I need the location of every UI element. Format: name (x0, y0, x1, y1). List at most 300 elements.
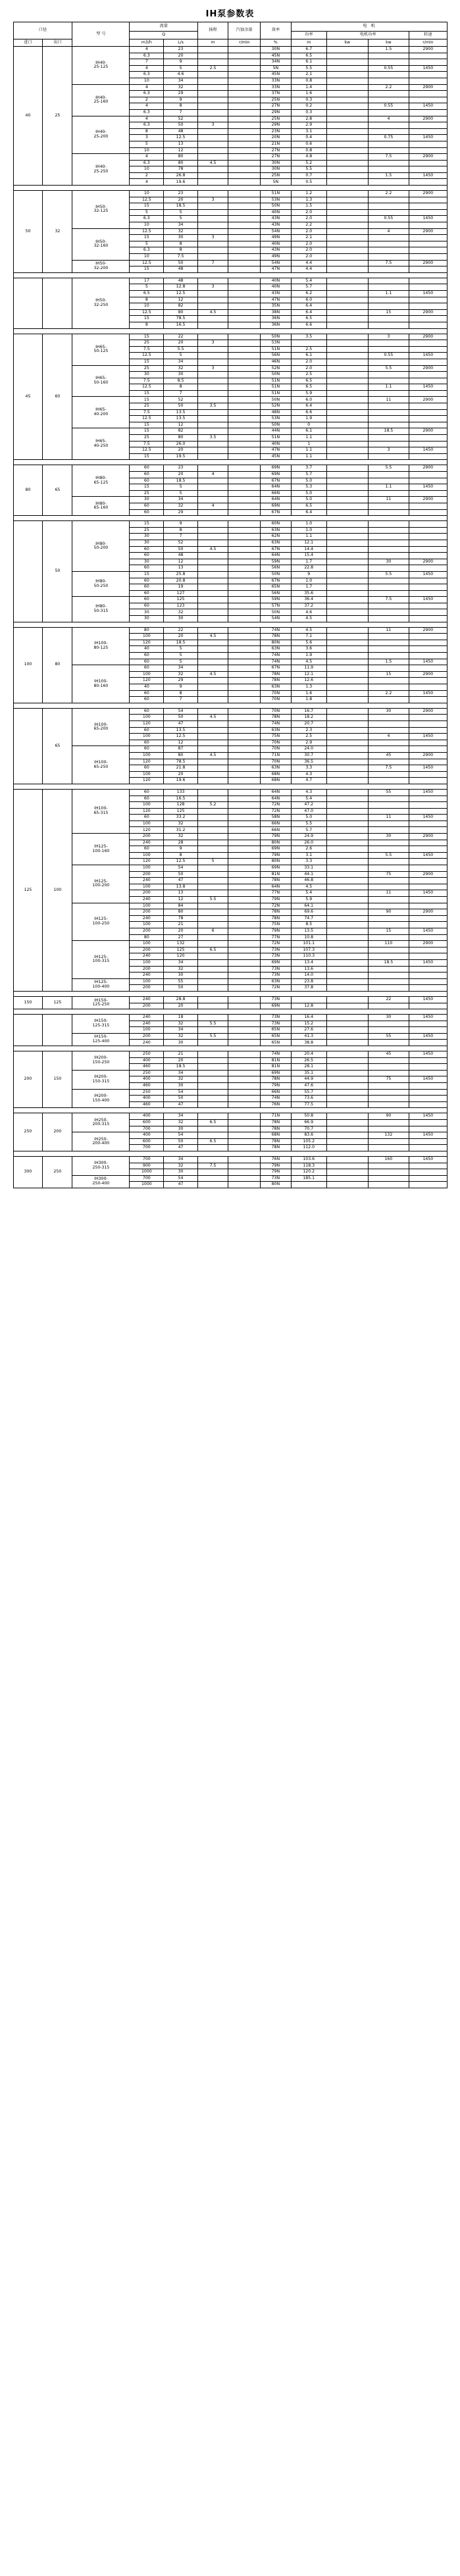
cell-eff: 76N (261, 1101, 291, 1108)
cell-n (228, 759, 261, 765)
cell-pw (326, 453, 368, 460)
cell-h: 4.5 (197, 671, 228, 678)
table-row (13, 903, 447, 909)
cell-pw (326, 334, 368, 340)
cell-npsh: 1.7 (291, 584, 326, 591)
cell-h (197, 846, 228, 853)
cell-model: IH40- 25-160 (72, 84, 130, 116)
cell-npsh: 6.4 (291, 509, 326, 516)
cell-npsh: 5.4 (291, 796, 326, 802)
cell-rpm (409, 697, 447, 703)
cell-h (197, 179, 228, 186)
cell-model: IH125- 100-315 (72, 941, 130, 979)
cell-npsh: 1.1 (291, 534, 326, 540)
cell-q2: 52 (164, 397, 198, 403)
cell-q2: 30 (164, 372, 198, 378)
cell-q1: 7 (130, 59, 164, 66)
cell-rpm (409, 91, 447, 97)
header-flow: 流量 (130, 22, 197, 32)
cell-rpm (409, 865, 447, 872)
cell-q1: 240 (130, 996, 164, 1003)
cell-mp: 0.55 (368, 103, 409, 110)
table-row (13, 708, 447, 715)
cell-mp: 75 (368, 1076, 409, 1083)
cell-npsh: 14.4 (291, 546, 326, 553)
cell-eff: 53N (261, 416, 291, 422)
cell-eff: 40N (261, 241, 291, 247)
cell-npsh: 18.2 (291, 715, 326, 721)
cell-npsh: 5.9 (291, 390, 326, 397)
cell-npsh: 13.6 (291, 966, 326, 972)
cell-n (228, 428, 261, 435)
cell-eff: 38N (261, 309, 291, 316)
cell-eff: 66N (261, 1089, 291, 1096)
cell-rpm (409, 665, 447, 672)
cell-pw (326, 472, 368, 478)
cell-model: IH80- 50-315 (72, 597, 130, 622)
cell-mp (368, 1138, 409, 1145)
cell-eff: 65N (261, 1040, 291, 1046)
cell-n (228, 122, 261, 129)
cell-q1: 25 (130, 403, 164, 410)
cell-q2: 19 (164, 584, 198, 591)
cell-q2: 78.5 (164, 759, 198, 765)
cell-h: 3 (197, 122, 228, 129)
cell-rpm (409, 222, 447, 229)
cell-pw (326, 84, 368, 91)
cell-eff: 70N (261, 746, 291, 753)
cell-model: IH300- 250-315 (72, 1156, 130, 1175)
cell-h (197, 254, 228, 261)
cell-h (197, 1057, 228, 1064)
cell-rpm (409, 878, 447, 884)
cell-n (228, 565, 261, 572)
cell-npsh: 5.5 (291, 65, 326, 72)
cell-h (197, 915, 228, 922)
block-separator (13, 328, 447, 334)
cell-n (228, 765, 261, 772)
cell-eff: 64N (261, 497, 291, 503)
cell-inlet-diameter: 125 (13, 789, 43, 991)
cell-eff: 51N (261, 384, 291, 391)
cell-q2: 20 (164, 1057, 198, 1064)
cell-mp: 5.5 (368, 571, 409, 578)
cell-n (228, 416, 261, 422)
cell-eff: 73N (261, 966, 291, 972)
cell-mp: 45 (368, 752, 409, 759)
cell-mp (368, 553, 409, 559)
cell-q1: 60 (130, 509, 164, 516)
cell-rpm (409, 490, 447, 497)
cell-q1: 100 (130, 852, 164, 859)
cell-mp (368, 1182, 409, 1188)
cell-model: IH200- 150-315 (72, 1070, 130, 1089)
cell-mp (368, 1040, 409, 1046)
cell-q2: 20 (164, 1003, 198, 1009)
cell-inlet-diameter: 50 (13, 191, 43, 273)
cell-mp: 1.1 (368, 384, 409, 391)
cell-q2: 5 (164, 216, 198, 222)
cell-npsh: 5.4 (291, 890, 326, 897)
cell-eff: 40N (261, 209, 291, 216)
cell-q2: 34 (164, 665, 198, 672)
cell-eff: 75N (261, 734, 291, 740)
cell-pw (326, 640, 368, 646)
cell-rpm (409, 740, 447, 746)
cell-npsh: 4.3 (291, 789, 326, 796)
cell-mp: 4 (368, 734, 409, 740)
cell-rpm: 1450 (409, 290, 447, 297)
cell-q1: 60 (130, 659, 164, 665)
cell-eff: 48N (261, 409, 291, 416)
cell-n (228, 1113, 261, 1120)
table-row (13, 154, 447, 161)
cell-mp (368, 646, 409, 653)
cell-q2: 54 (164, 865, 198, 872)
cell-q1: 1000 (130, 1182, 164, 1188)
cell-n (228, 684, 261, 691)
cell-q2: 13 (164, 890, 198, 897)
cell-mp (368, 947, 409, 953)
cell-n (228, 640, 261, 646)
cell-q1: 6.5 (130, 290, 164, 297)
cell-npsh: 44.1 (291, 871, 326, 878)
cell-pw (326, 846, 368, 853)
cell-q1: 15 (130, 390, 164, 397)
cell-mp (368, 827, 409, 834)
cell-q1: 400 (130, 1076, 164, 1083)
cell-n (228, 690, 261, 697)
cell-h: 5.5 (197, 1033, 228, 1040)
cell-pw (326, 665, 368, 672)
cell-mp (368, 966, 409, 972)
cell-q1: 10 (130, 303, 164, 310)
cell-npsh: 1.0 (291, 527, 326, 534)
cell-rpm: 1450 (409, 959, 447, 966)
cell-eff: 79N (261, 897, 291, 903)
cell-mp (368, 1064, 409, 1071)
header-inlet: 进口 (13, 39, 43, 47)
cell-n (228, 72, 261, 78)
cell-h (197, 447, 228, 454)
cell-n (228, 890, 261, 897)
cell-npsh: 3.3 (291, 765, 326, 772)
cell-model: IH200- 150-400 (72, 1089, 130, 1108)
cell-h (197, 521, 228, 528)
cell-mp (368, 160, 409, 166)
table-row (13, 1156, 447, 1163)
cell-h (197, 297, 228, 303)
cell-eff: 43N (261, 216, 291, 222)
cell-pw (326, 540, 368, 546)
cell-q1: 4 (130, 103, 164, 110)
cell-npsh: 6.5 (291, 503, 326, 509)
cell-pw (326, 527, 368, 534)
cell-rpm (409, 278, 447, 284)
header-model: 型 号 (72, 22, 130, 47)
cell-n (228, 1015, 261, 1021)
cell-npsh: 2.0 (291, 209, 326, 216)
cell-q1: 60 (130, 740, 164, 746)
cell-mp (368, 865, 409, 872)
cell-pw (326, 627, 368, 634)
cell-npsh: 37.2 (291, 603, 326, 609)
cell-eff: 79N (261, 1163, 291, 1169)
cell-npsh: 0.3 (291, 97, 326, 103)
cell-pw (326, 397, 368, 403)
cell-mp (368, 978, 409, 985)
cell-n (228, 553, 261, 559)
cell-npsh: 105.2 (291, 1138, 326, 1145)
cell-q2: 50 (164, 1096, 198, 1102)
cell-q1: 60 (130, 665, 164, 672)
cell-q2: 22 (164, 334, 198, 340)
cell-q1: 100 (130, 922, 164, 928)
cell-q2: 23 (164, 47, 198, 53)
cell-h (197, 353, 228, 359)
cell-npsh: 0.8 (291, 78, 326, 84)
cell-h: 2.5 (197, 65, 228, 72)
cell-eff: 65N (261, 584, 291, 591)
cell-outlet-diameter: 125 (43, 996, 72, 1009)
cell-q2: 78 (164, 166, 198, 173)
cell-pw (326, 416, 368, 422)
cell-n (228, 571, 261, 578)
cell-pw (326, 384, 368, 391)
cell-q1: 700 (130, 1175, 164, 1182)
cell-n (228, 365, 261, 372)
pump-spec-table (13, 22, 447, 1188)
cell-q2: 8 (164, 103, 198, 110)
cell-eff: 49N (261, 254, 291, 261)
block-separator (13, 272, 447, 278)
cell-q2: 30 (164, 1040, 198, 1046)
cell-q1: 3 (130, 135, 164, 141)
cell-q2: 132 (164, 941, 198, 947)
cell-eff: 66N (261, 490, 291, 497)
cell-q2: 12 (164, 297, 198, 303)
cell-mp: 90 (368, 1113, 409, 1120)
cell-mp (368, 472, 409, 478)
cell-h (197, 109, 228, 116)
cell-q1: 60 (130, 553, 164, 559)
cell-mp: 11 (368, 627, 409, 634)
cell-npsh: 0.3 (291, 109, 326, 116)
cell-rpm: 1450 (409, 1051, 447, 1058)
cell-eff: 35N (261, 303, 291, 310)
cell-rpm (409, 521, 447, 528)
cell-q2: 20 (164, 447, 198, 454)
cell-eff: 73N (261, 996, 291, 1003)
cell-n (228, 316, 261, 322)
cell-n (228, 222, 261, 229)
cell-npsh: 1.4 (291, 84, 326, 91)
block-separator (13, 186, 447, 191)
cell-n (228, 209, 261, 216)
cell-mp (368, 297, 409, 303)
cell-inlet-diameter: 300 (13, 1156, 43, 1188)
cell-n (228, 179, 261, 186)
cell-q2: 32 (164, 1033, 198, 1040)
cell-model: IH80- 50-200 (72, 521, 130, 572)
cell-q1: 4 (130, 47, 164, 53)
cell-pw (326, 59, 368, 66)
cell-mp (368, 197, 409, 203)
table-row (13, 1089, 447, 1096)
cell-q1: 60 (130, 546, 164, 553)
cell-npsh: 6.6 (291, 409, 326, 416)
cell-q2: 32 (164, 1076, 198, 1083)
cell-q1: 10 (130, 222, 164, 229)
cell-h (197, 141, 228, 147)
cell-h (197, 128, 228, 135)
cell-n (228, 1027, 261, 1034)
table-row (13, 1051, 447, 1058)
table-row (13, 1113, 447, 1120)
cell-n (228, 53, 261, 59)
cell-h: 3 (197, 235, 228, 241)
cell-eff: 63N (261, 727, 291, 734)
cell-pw (326, 1132, 368, 1139)
cell-h (197, 571, 228, 578)
cell-npsh: 0 (291, 422, 326, 428)
cell-n (228, 934, 261, 941)
cell-mp (368, 503, 409, 509)
cell-mp: 75 (368, 871, 409, 878)
cell-h (197, 852, 228, 859)
cell-pw (326, 441, 368, 447)
cell-inlet-diameter: 200 (13, 1051, 43, 1108)
cell-q2: 54 (164, 1089, 198, 1096)
cell-rpm (409, 778, 447, 784)
cell-q2: 33.2 (164, 815, 198, 821)
cell-npsh: 5.0 (291, 478, 326, 484)
cell-mp (368, 684, 409, 691)
cell-q1: 100 (130, 978, 164, 985)
cell-npsh: 2.1 (291, 72, 326, 78)
cell-model: IH100- 65-315 (72, 789, 130, 833)
cell-npsh: 13.5 (291, 928, 326, 934)
cell-rpm (409, 509, 447, 516)
cell-rpm: 1450 (409, 789, 447, 796)
cell-h (197, 922, 228, 928)
cell-model: IH50- 32-250 (72, 278, 130, 328)
cell-mp (368, 422, 409, 428)
cell-mp: 30 (368, 708, 409, 715)
cell-mp (368, 985, 409, 992)
cell-model: IH125- 100-400 (72, 978, 130, 991)
cell-npsh: 5.5 (291, 821, 326, 827)
cell-npsh: 0.2 (291, 103, 326, 110)
cell-outlet-diameter: 250 (43, 1156, 72, 1188)
cell-eff: 27N (261, 154, 291, 161)
cell-rpm: 2900 (409, 627, 447, 634)
cell-q2: 13.5 (164, 727, 198, 734)
cell-eff: 71N (261, 752, 291, 759)
cell-n (228, 266, 261, 273)
table-row (13, 47, 447, 53)
cell-rpm (409, 884, 447, 890)
cell-n (228, 909, 261, 916)
cell-q1: 15 (130, 334, 164, 340)
cell-n (228, 91, 261, 97)
cell-q2: 80 (164, 309, 198, 316)
cell-h (197, 565, 228, 572)
cell-n (228, 472, 261, 478)
cell-mp: 15 (368, 928, 409, 934)
cell-q2: 7 (164, 390, 198, 397)
table-row (13, 278, 447, 284)
cell-q1: 120 (130, 678, 164, 684)
cell-q1: 10 (130, 166, 164, 173)
cell-h (197, 871, 228, 878)
cell-h (197, 934, 228, 941)
cell-q1: 600 (130, 1138, 164, 1145)
cell-npsh: 26.0 (291, 840, 326, 846)
cell-mp (368, 97, 409, 103)
cell-n (228, 59, 261, 66)
cell-rpm (409, 634, 447, 640)
cell-h (197, 609, 228, 616)
cell-q1: 60 (130, 503, 164, 509)
cell-n (228, 922, 261, 928)
cell-model: IH125- 100-200 (72, 865, 130, 903)
cell-n (228, 627, 261, 634)
cell-pw (326, 1169, 368, 1176)
cell-npsh: 47.6 (291, 1083, 326, 1090)
cell-npsh: 3.6 (291, 646, 326, 653)
cell-npsh: 4.5 (291, 884, 326, 890)
cell-mp: 55 (368, 789, 409, 796)
cell-n (228, 384, 261, 391)
cell-mp (368, 147, 409, 154)
cell-q2: 50 (164, 546, 198, 553)
cell-q1: 200 (130, 947, 164, 953)
cell-pw (326, 559, 368, 565)
cell-q2: 12.5 (164, 859, 198, 865)
cell-mp (368, 453, 409, 460)
cell-npsh: 11.9 (291, 665, 326, 672)
cell-rpm (409, 1175, 447, 1182)
cell-eff: 51N (261, 346, 291, 353)
cell-h (197, 135, 228, 141)
cell-q2: 34 (164, 497, 198, 503)
cell-q2: 13.8 (164, 884, 198, 890)
cell-h (197, 746, 228, 753)
cell-h (197, 985, 228, 992)
cell-eff: 54N (261, 260, 291, 266)
cell-q1: 120 (130, 827, 164, 834)
cell-rpm (409, 435, 447, 442)
cell-npsh: 3.1 (291, 128, 326, 135)
cell-pw (326, 996, 368, 1003)
cell-h (197, 266, 228, 273)
cell-npsh: 6.5 (291, 378, 326, 384)
cell-eff: 51N (261, 435, 291, 442)
cell-eff: 47N (261, 266, 291, 273)
cell-rpm (409, 97, 447, 103)
cell-npsh: 1.5 (291, 203, 326, 210)
cell-q1: 12.5 (130, 197, 164, 203)
cell-q2: 32 (164, 834, 198, 840)
cell-mp (368, 53, 409, 59)
cell-pw (326, 1076, 368, 1083)
cell-npsh: 2.5 (291, 346, 326, 353)
cell-n (228, 972, 261, 979)
cell-eff: 69N (261, 846, 291, 853)
table-row (13, 865, 447, 872)
cell-mp: 2.2 (368, 191, 409, 197)
